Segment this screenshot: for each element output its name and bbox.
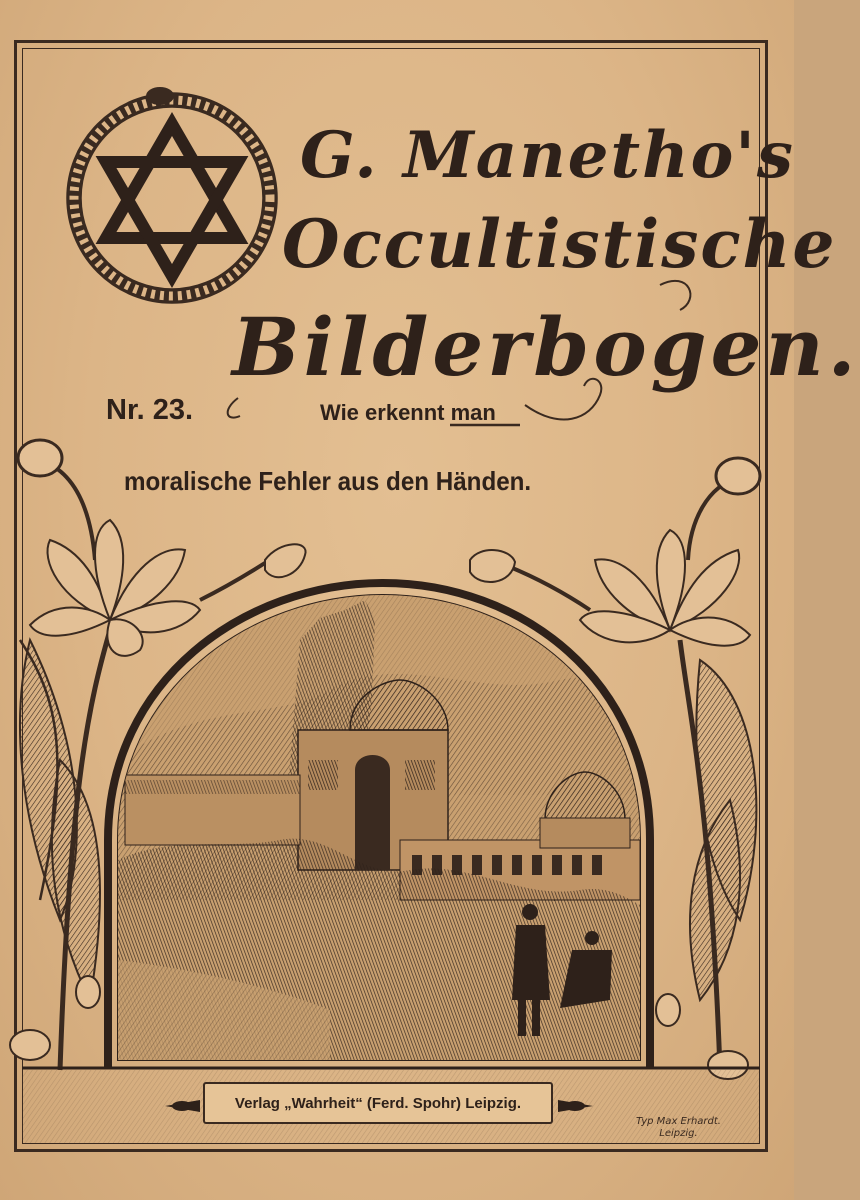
- title-series-word: Occultistische: [282, 205, 837, 283]
- subtitle-line-1: Wie erkennt man: [320, 400, 496, 425]
- subtitle-line-2: moralische Fehler aus den Händen.: [124, 466, 532, 496]
- title-main: Bilderbogen.: [232, 300, 860, 394]
- publisher-box: [203, 1082, 553, 1124]
- printer-credit: [636, 1116, 721, 1140]
- printer-line-1: Typ Max Erhardt.: [636, 1116, 721, 1127]
- printer-line-2: Leipzig.: [659, 1128, 698, 1139]
- publisher-text: Verlag „Wahrheit“ (Ferd. Spohr) Leipzig.: [234, 1094, 522, 1112]
- ouroboros-star-of-david-icon: [67, 87, 277, 303]
- issue-number: Nr. 23.: [106, 394, 194, 426]
- title-author: G. Manetho's: [300, 118, 795, 193]
